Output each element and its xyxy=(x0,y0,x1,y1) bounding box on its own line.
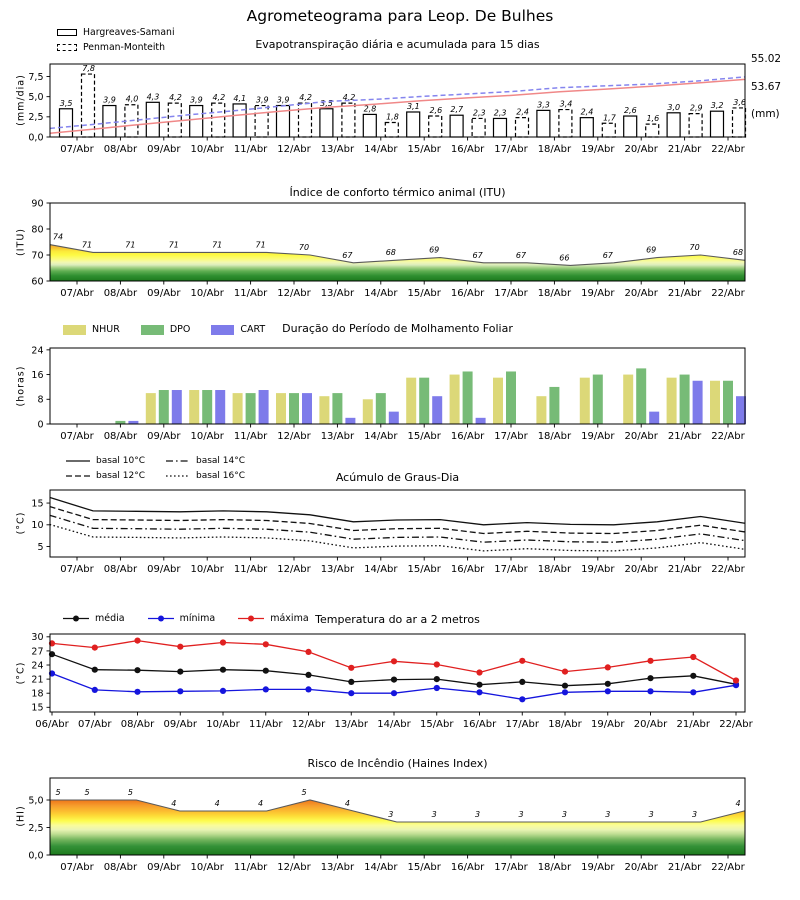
svg-text:13/Abr: 13/Abr xyxy=(334,719,368,730)
svg-text:10/Abr: 10/Abr xyxy=(190,431,224,442)
svg-text:3: 3 xyxy=(431,810,437,819)
svg-text:2,3: 2,3 xyxy=(472,108,486,118)
svg-text:11/Abr: 11/Abr xyxy=(233,288,268,299)
svg-text:3,9: 3,9 xyxy=(189,95,203,105)
svg-text:10/Abr: 10/Abr xyxy=(190,564,224,575)
svg-text:19/Abr: 19/Abr xyxy=(581,288,615,299)
svg-text:09/Abr: 09/Abr xyxy=(163,719,197,730)
svg-text:67: 67 xyxy=(515,250,527,260)
legend-label: mínima xyxy=(179,613,216,624)
svg-text:4: 4 xyxy=(344,799,350,808)
svg-text:0,0: 0,0 xyxy=(28,850,44,862)
svg-text:4,2: 4,2 xyxy=(299,93,312,103)
svg-text:2,6: 2,6 xyxy=(429,106,443,116)
svg-text:74: 74 xyxy=(52,232,64,242)
legend-item-nhur xyxy=(63,324,120,335)
svg-text:71: 71 xyxy=(125,240,136,250)
svg-text:2,4: 2,4 xyxy=(580,107,594,117)
svg-text:2,5: 2,5 xyxy=(28,112,44,124)
svg-text:70: 70 xyxy=(689,243,700,252)
svg-text:3: 3 xyxy=(518,810,524,819)
chart-haines xyxy=(28,778,745,873)
blue-dot-line-swatch-icon xyxy=(147,614,175,623)
svg-text:15: 15 xyxy=(31,498,44,510)
legend-label: média xyxy=(95,613,125,624)
svg-text:08/Abr: 08/Abr xyxy=(103,431,138,442)
etp-title: Evapotranspiração diária e acumulada para 15 dias xyxy=(255,38,540,51)
svg-text:3,2: 3,2 xyxy=(710,101,724,111)
svg-text:3,9: 3,9 xyxy=(276,95,290,105)
svg-text:09/Abr: 09/Abr xyxy=(147,288,181,299)
dashed-line-swatch-icon xyxy=(65,472,91,480)
svg-text:16: 16 xyxy=(31,369,44,381)
svg-text:0,0: 0,0 xyxy=(28,132,44,144)
legend-label: NHUR xyxy=(92,324,120,335)
svg-text:21/Abr: 21/Abr xyxy=(667,862,702,873)
nhur-swatch-icon xyxy=(63,325,86,335)
legend-label: Penman-Monteith xyxy=(83,42,165,53)
svg-text:21/Abr: 21/Abr xyxy=(667,564,702,575)
svg-text:18/Abr: 18/Abr xyxy=(537,144,572,155)
svg-text:22/Abr: 22/Abr xyxy=(711,288,745,299)
svg-text:18/Abr: 18/Abr xyxy=(548,719,582,730)
svg-text:71: 71 xyxy=(81,240,93,250)
svg-text:09/Abr: 09/Abr xyxy=(147,862,181,873)
svg-text:2,7: 2,7 xyxy=(450,105,464,115)
svg-text:2,9: 2,9 xyxy=(689,103,703,113)
svg-text:07/Abr: 07/Abr xyxy=(60,431,94,442)
legend-item-cart xyxy=(211,324,265,335)
svg-text:21: 21 xyxy=(31,674,44,686)
svg-text:20/Abr: 20/Abr xyxy=(624,862,658,873)
svg-text:18/Abr: 18/Abr xyxy=(537,564,572,575)
svg-text:4: 4 xyxy=(735,799,741,808)
chart-gdd xyxy=(31,490,745,575)
svg-text:06/Abr: 06/Abr xyxy=(35,719,69,730)
svg-text:17/Abr: 17/Abr xyxy=(494,431,528,442)
svg-text:3: 3 xyxy=(692,810,698,819)
chart-itu xyxy=(31,198,745,299)
svg-text:67: 67 xyxy=(342,250,353,260)
black-dot-line-swatch-icon xyxy=(62,614,90,623)
svg-text:14/Abr: 14/Abr xyxy=(364,288,398,299)
svg-text:19/Abr: 19/Abr xyxy=(581,862,615,873)
svg-text:07/Abr: 07/Abr xyxy=(60,564,94,575)
svg-text:18: 18 xyxy=(31,688,44,700)
svg-text:5,0: 5,0 xyxy=(28,795,44,807)
svg-text:07/Abr: 07/Abr xyxy=(60,862,94,873)
svg-text:69: 69 xyxy=(646,245,657,255)
svg-text:22/Abr: 22/Abr xyxy=(711,862,745,873)
cart-swatch-icon xyxy=(211,325,234,335)
svg-text:3: 3 xyxy=(561,810,567,819)
svg-text:5: 5 xyxy=(37,541,44,553)
svg-text:11/Abr: 11/Abr xyxy=(233,564,268,575)
svg-text:2,3: 2,3 xyxy=(493,108,507,118)
svg-text:3: 3 xyxy=(475,810,481,819)
svg-text:22/Abr: 22/Abr xyxy=(719,719,753,730)
svg-text:10/Abr: 10/Abr xyxy=(190,144,224,155)
dpmf-title: Duração do Período de Molhamento Foliar xyxy=(282,322,513,335)
svg-text:20/Abr: 20/Abr xyxy=(624,564,658,575)
svg-text:18/Abr: 18/Abr xyxy=(537,288,572,299)
svg-text:3,0: 3,0 xyxy=(667,102,681,112)
legend-label: CART xyxy=(240,324,266,335)
svg-text:17/Abr: 17/Abr xyxy=(494,144,528,155)
svg-text:16/Abr: 16/Abr xyxy=(450,288,485,299)
svg-text:19/Abr: 19/Abr xyxy=(581,431,615,442)
gdd-title: Acúmulo de Graus-Dia xyxy=(335,471,460,484)
svg-text:(mm): (mm) xyxy=(751,108,780,120)
svg-text:3,9: 3,9 xyxy=(255,95,269,105)
svg-text:90: 90 xyxy=(31,198,44,210)
dotted-line-swatch-icon xyxy=(165,472,191,480)
dpmf-ylabel: (horas) xyxy=(15,365,27,407)
svg-text:70: 70 xyxy=(298,243,310,252)
svg-text:3,5: 3,5 xyxy=(59,98,73,108)
svg-text:15/Abr: 15/Abr xyxy=(407,144,441,155)
svg-text:69: 69 xyxy=(429,245,440,255)
svg-text:55.02: 55.02 xyxy=(751,53,782,65)
svg-text:4,3: 4,3 xyxy=(146,92,160,102)
svg-text:68: 68 xyxy=(385,248,396,258)
dpo-swatch-icon xyxy=(141,325,164,335)
svg-text:10: 10 xyxy=(31,520,44,532)
itu-ylabel: (ITU) xyxy=(15,228,27,256)
legend-item-minima xyxy=(147,613,216,624)
svg-text:12/Abr: 12/Abr xyxy=(277,288,311,299)
legend-label: DPO xyxy=(169,324,191,335)
svg-text:09/Abr: 09/Abr xyxy=(147,564,181,575)
svg-text:07/Abr: 07/Abr xyxy=(60,144,94,155)
legend-label: Hargreaves-Samani xyxy=(83,27,175,38)
svg-text:21/Abr: 21/Abr xyxy=(667,288,702,299)
svg-text:2,6: 2,6 xyxy=(623,106,637,116)
svg-text:71: 71 xyxy=(212,240,223,250)
svg-text:12/Abr: 12/Abr xyxy=(277,144,311,155)
svg-text:17/Abr: 17/Abr xyxy=(494,288,528,299)
chart-temp xyxy=(31,632,753,730)
svg-text:13/Abr: 13/Abr xyxy=(320,144,355,155)
red-dot-line-swatch-icon xyxy=(237,614,265,623)
svg-text:3: 3 xyxy=(648,810,654,819)
svg-text:21/Abr: 21/Abr xyxy=(676,719,710,730)
svg-text:14/Abr: 14/Abr xyxy=(364,431,398,442)
gdd-ylabel: (°C) xyxy=(15,511,27,535)
svg-text:14/Abr: 14/Abr xyxy=(364,144,398,155)
svg-text:13/Abr: 13/Abr xyxy=(320,564,355,575)
solid-bar-swatch-icon xyxy=(57,29,77,36)
svg-text:3,3: 3,3 xyxy=(537,100,550,110)
svg-text:12/Abr: 12/Abr xyxy=(277,564,311,575)
svg-text:11/Abr: 11/Abr xyxy=(233,144,268,155)
svg-text:1,7: 1,7 xyxy=(603,113,616,123)
svg-text:20/Abr: 20/Abr xyxy=(624,288,658,299)
svg-text:16/Abr: 16/Abr xyxy=(450,564,485,575)
svg-text:09/Abr: 09/Abr xyxy=(147,431,181,442)
svg-text:4,1: 4,1 xyxy=(233,93,247,103)
legend-evapotranspiration xyxy=(57,25,175,55)
svg-text:20/Abr: 20/Abr xyxy=(633,719,668,730)
svg-text:15/Abr: 15/Abr xyxy=(407,862,441,873)
svg-text:8: 8 xyxy=(37,394,44,406)
svg-text:07/Abr: 07/Abr xyxy=(78,719,112,730)
svg-text:14/Abr: 14/Abr xyxy=(364,862,398,873)
legend-item-basal12 xyxy=(65,468,165,483)
haines-ylabel: (HI) xyxy=(15,805,27,827)
svg-text:15/Abr: 15/Abr xyxy=(407,288,441,299)
svg-text:80: 80 xyxy=(31,224,44,236)
svg-text:08/Abr: 08/Abr xyxy=(103,144,138,155)
legend-item-media xyxy=(62,613,125,624)
svg-text:20/Abr: 20/Abr xyxy=(624,144,658,155)
svg-text:1,6: 1,6 xyxy=(646,114,660,124)
svg-text:3,5: 3,5 xyxy=(320,98,333,108)
temp-ylabel: (°C) xyxy=(15,661,27,685)
legend-temperature xyxy=(62,613,309,624)
page-title: Agrometeograma para Leop. De Bulhes xyxy=(246,7,554,25)
legend-item-penman xyxy=(57,40,175,55)
svg-text:5: 5 xyxy=(301,788,307,797)
svg-text:4,2: 4,2 xyxy=(342,93,356,103)
legend-item-basal14 xyxy=(165,453,245,468)
legend-label: basal 10°C xyxy=(96,455,146,466)
chart-dpmf xyxy=(31,345,746,442)
svg-text:67: 67 xyxy=(602,250,613,260)
svg-text:4: 4 xyxy=(171,799,177,808)
svg-text:66: 66 xyxy=(559,253,570,263)
svg-text:5: 5 xyxy=(84,788,90,797)
svg-text:27: 27 xyxy=(31,646,44,658)
svg-text:68: 68 xyxy=(732,248,744,258)
svg-text:53.67: 53.67 xyxy=(751,81,782,93)
chart-etp xyxy=(28,53,781,155)
svg-text:08/Abr: 08/Abr xyxy=(103,862,138,873)
svg-text:14/Abr: 14/Abr xyxy=(377,719,411,730)
svg-text:1,8: 1,8 xyxy=(386,112,399,122)
legend-item-dpo xyxy=(141,324,191,335)
svg-text:07/Abr: 07/Abr xyxy=(60,288,94,299)
svg-text:2,8: 2,8 xyxy=(363,104,377,114)
svg-text:16/Abr: 16/Abr xyxy=(450,144,485,155)
legend-leaf-wetness xyxy=(63,324,265,335)
svg-text:21/Abr: 21/Abr xyxy=(667,431,702,442)
svg-text:60: 60 xyxy=(31,276,44,288)
svg-text:30: 30 xyxy=(31,632,44,644)
svg-text:11/Abr: 11/Abr xyxy=(233,862,268,873)
etp-ylabel: (mm/dia) xyxy=(15,74,27,126)
svg-text:4,0: 4,0 xyxy=(125,94,139,104)
temp-title: Temperatura do ar a 2 metros xyxy=(315,613,480,626)
svg-text:3: 3 xyxy=(388,810,394,819)
svg-text:10/Abr: 10/Abr xyxy=(190,862,224,873)
svg-text:24: 24 xyxy=(31,345,44,357)
legend-item-basal10 xyxy=(65,453,165,468)
svg-text:71: 71 xyxy=(168,240,179,250)
legend-label: basal 12°C xyxy=(96,470,146,481)
svg-text:10/Abr: 10/Abr xyxy=(206,719,240,730)
svg-text:09/Abr: 09/Abr xyxy=(147,144,181,155)
svg-text:4: 4 xyxy=(258,799,264,808)
svg-text:70: 70 xyxy=(31,250,44,262)
svg-text:71: 71 xyxy=(255,240,266,250)
svg-text:2,4: 2,4 xyxy=(516,107,529,117)
svg-text:0: 0 xyxy=(37,419,44,431)
svg-text:3,1: 3,1 xyxy=(406,101,420,111)
legend-item-maxima xyxy=(237,613,308,624)
svg-text:15/Abr: 15/Abr xyxy=(407,564,441,575)
svg-text:18/Abr: 18/Abr xyxy=(537,862,572,873)
svg-text:4: 4 xyxy=(214,799,220,808)
legend-item-basal16 xyxy=(165,468,245,483)
svg-text:14/Abr: 14/Abr xyxy=(364,564,398,575)
svg-text:3,9: 3,9 xyxy=(103,95,116,105)
svg-text:12/Abr: 12/Abr xyxy=(291,719,326,730)
svg-text:11/Abr: 11/Abr xyxy=(233,431,268,442)
svg-text:22/Abr: 22/Abr xyxy=(711,144,745,155)
dashed-bar-swatch-icon xyxy=(57,44,77,51)
legend-label: máxima xyxy=(270,613,309,624)
svg-text:12/Abr: 12/Abr xyxy=(277,431,311,442)
dashdot-line-swatch-icon xyxy=(165,457,191,465)
svg-text:13/Abr: 13/Abr xyxy=(320,862,355,873)
svg-text:3,4: 3,4 xyxy=(559,99,573,109)
svg-text:5,0: 5,0 xyxy=(28,92,44,104)
svg-text:18/Abr: 18/Abr xyxy=(537,431,572,442)
svg-text:08/Abr: 08/Abr xyxy=(120,719,155,730)
svg-text:12/Abr: 12/Abr xyxy=(277,862,311,873)
svg-text:17/Abr: 17/Abr xyxy=(494,564,528,575)
svg-text:15: 15 xyxy=(31,702,44,714)
svg-text:17/Abr: 17/Abr xyxy=(505,719,539,730)
svg-text:22/Abr: 22/Abr xyxy=(711,564,745,575)
svg-text:7,8: 7,8 xyxy=(82,64,95,74)
svg-text:3: 3 xyxy=(605,810,611,819)
haines-title: Risco de Incêndio (Haines Index) xyxy=(307,757,488,770)
svg-text:19/Abr: 19/Abr xyxy=(581,564,615,575)
svg-text:15/Abr: 15/Abr xyxy=(407,431,441,442)
svg-text:17/Abr: 17/Abr xyxy=(494,862,528,873)
svg-text:7,5: 7,5 xyxy=(28,71,44,83)
svg-text:4,2: 4,2 xyxy=(212,93,226,103)
svg-text:16/Abr: 16/Abr xyxy=(462,719,497,730)
svg-text:20/Abr: 20/Abr xyxy=(624,431,658,442)
svg-text:19/Abr: 19/Abr xyxy=(591,719,625,730)
svg-text:21/Abr: 21/Abr xyxy=(667,144,702,155)
legend-label: basal 14°C xyxy=(196,455,246,466)
svg-text:16/Abr: 16/Abr xyxy=(450,431,485,442)
legend-degree-days xyxy=(65,453,245,483)
svg-text:19/Abr: 19/Abr xyxy=(581,144,615,155)
svg-text:4,2: 4,2 xyxy=(169,93,182,103)
solid-line-swatch-icon xyxy=(65,457,91,465)
svg-text:2,5: 2,5 xyxy=(28,822,44,834)
svg-text:5: 5 xyxy=(127,788,133,797)
svg-text:10/Abr: 10/Abr xyxy=(190,288,224,299)
legend-label: basal 16°C xyxy=(196,470,246,481)
svg-text:11/Abr: 11/Abr xyxy=(249,719,283,730)
svg-text:08/Abr: 08/Abr xyxy=(103,288,138,299)
svg-text:13/Abr: 13/Abr xyxy=(320,288,355,299)
svg-text:24: 24 xyxy=(31,660,44,672)
svg-text:3,6: 3,6 xyxy=(733,97,746,107)
svg-text:16/Abr: 16/Abr xyxy=(450,862,485,873)
svg-text:67: 67 xyxy=(472,250,483,260)
svg-text:22/Abr: 22/Abr xyxy=(711,431,745,442)
svg-text:13/Abr: 13/Abr xyxy=(320,431,355,442)
svg-text:5: 5 xyxy=(55,788,61,797)
svg-text:15/Abr: 15/Abr xyxy=(420,719,454,730)
legend-item-hargreaves xyxy=(57,25,175,40)
itu-title: Índice de conforto térmico animal (ITU) xyxy=(289,186,506,199)
svg-text:08/Abr: 08/Abr xyxy=(103,564,138,575)
